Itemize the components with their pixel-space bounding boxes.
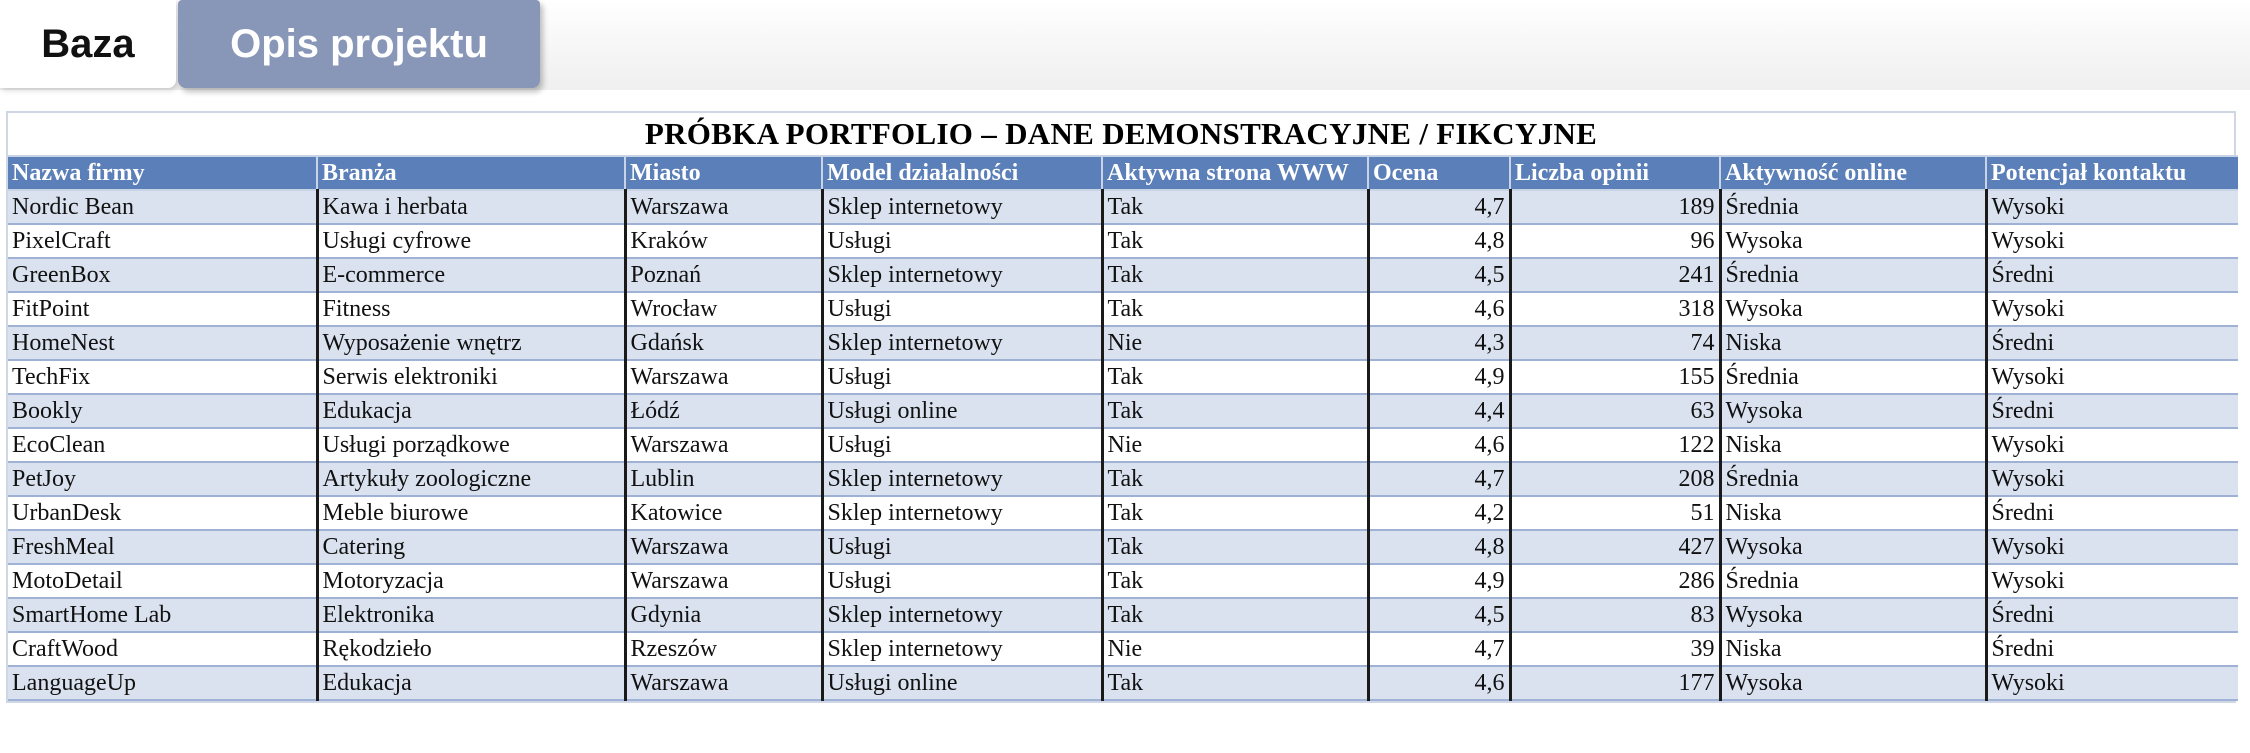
- cell-online-activity[interactable]: Wysoka: [1720, 530, 1986, 564]
- cell-city[interactable]: Poznań: [625, 258, 822, 292]
- cell-company-name[interactable]: HomeNest: [8, 326, 317, 360]
- cell-website-active[interactable]: Tak: [1102, 292, 1368, 326]
- cell-review-count[interactable]: 74: [1510, 326, 1720, 360]
- cell-contact-potential[interactable]: Wysoki: [1986, 666, 2238, 700]
- column-header-industry[interactable]: Branża: [317, 156, 625, 190]
- cell-online-activity[interactable]: Średnia: [1720, 258, 1986, 292]
- cell-review-count[interactable]: 189: [1510, 190, 1720, 224]
- cell-business-model[interactable]: Sklep internetowy: [822, 598, 1102, 632]
- cell-company-name[interactable]: CraftWood: [8, 632, 317, 666]
- cell-review-count[interactable]: 427: [1510, 530, 1720, 564]
- cell-contact-potential[interactable]: Wysoki: [1986, 224, 2238, 258]
- cell-company-name[interactable]: FitPoint: [8, 292, 317, 326]
- cell-review-count[interactable]: 63: [1510, 394, 1720, 428]
- cell-contact-potential[interactable]: Wysoki: [1986, 462, 2238, 496]
- cell-contact-potential[interactable]: Średni: [1986, 632, 2238, 666]
- cell-industry[interactable]: Rękodzieło: [317, 632, 625, 666]
- cell-website-active[interactable]: Tak: [1102, 564, 1368, 598]
- cell-industry[interactable]: Catering: [317, 530, 625, 564]
- cell-city[interactable]: Rzeszów: [625, 632, 822, 666]
- cell-city[interactable]: Katowice: [625, 496, 822, 530]
- column-header-city[interactable]: Miasto: [625, 156, 822, 190]
- cell-rating[interactable]: 4,9: [1368, 564, 1510, 598]
- column-header-review-count[interactable]: Liczba opinii: [1510, 156, 1720, 190]
- cell-review-count[interactable]: 208: [1510, 462, 1720, 496]
- table-row: [8, 224, 2238, 258]
- cell-rating[interactable]: 4,6: [1368, 666, 1510, 700]
- tab-baza[interactable]: Baza: [0, 0, 176, 88]
- table-row: [8, 394, 2238, 428]
- cell-industry[interactable]: Serwis elektroniki: [317, 360, 625, 394]
- cell-website-active[interactable]: Tak: [1102, 598, 1368, 632]
- cell-industry[interactable]: Motoryzacja: [317, 564, 625, 598]
- cell-contact-potential[interactable]: Średni: [1986, 394, 2238, 428]
- cell-industry[interactable]: Kawa i herbata: [317, 190, 625, 224]
- cell-review-count[interactable]: 241: [1510, 258, 1720, 292]
- cell-contact-potential[interactable]: Średni: [1986, 326, 2238, 360]
- cell-online-activity[interactable]: Wysoka: [1720, 394, 1986, 428]
- cell-website-active[interactable]: Tak: [1102, 666, 1368, 700]
- cell-company-name[interactable]: MotoDetail: [8, 564, 317, 598]
- cell-website-active[interactable]: Tak: [1102, 190, 1368, 224]
- cell-contact-potential[interactable]: Wysoki: [1986, 428, 2238, 462]
- cell-city[interactable]: Warszawa: [625, 564, 822, 598]
- cell-business-model[interactable]: Sklep internetowy: [822, 326, 1102, 360]
- cell-website-active[interactable]: Tak: [1102, 394, 1368, 428]
- cell-website-active[interactable]: Nie: [1102, 326, 1368, 360]
- tab-opis-projektu[interactable]: Opis projektu: [178, 0, 540, 88]
- cell-rating[interactable]: 4,6: [1368, 428, 1510, 462]
- header-row: [8, 156, 2238, 190]
- cell-website-active[interactable]: Nie: [1102, 632, 1368, 666]
- cell-city[interactable]: Warszawa: [625, 666, 822, 700]
- cell-business-model[interactable]: Usługi: [822, 224, 1102, 258]
- cell-online-activity[interactable]: Średnia: [1720, 462, 1986, 496]
- cell-review-count[interactable]: 318: [1510, 292, 1720, 326]
- cell-company-name[interactable]: GreenBox: [8, 258, 317, 292]
- cell-review-count[interactable]: 122: [1510, 428, 1720, 462]
- cell-rating[interactable]: 4,8: [1368, 224, 1510, 258]
- cell-business-model[interactable]: Usługi: [822, 428, 1102, 462]
- cell-company-name[interactable]: Bookly: [8, 394, 317, 428]
- cell-business-model[interactable]: Usługi: [822, 530, 1102, 564]
- cell-business-model[interactable]: Sklep internetowy: [822, 190, 1102, 224]
- table-row: [8, 360, 2238, 394]
- cell-online-activity[interactable]: Wysoka: [1720, 666, 1986, 700]
- column-header-business-model[interactable]: Model działalności: [822, 156, 1102, 190]
- cell-company-name[interactable]: PixelCraft: [8, 224, 317, 258]
- cell-online-activity[interactable]: Wysoka: [1720, 224, 1986, 258]
- cell-contact-potential[interactable]: Wysoki: [1986, 190, 2238, 224]
- cell-rating[interactable]: 4,3: [1368, 326, 1510, 360]
- cell-business-model[interactable]: Sklep internetowy: [822, 496, 1102, 530]
- table-body: [8, 190, 2238, 700]
- cell-city[interactable]: Warszawa: [625, 360, 822, 394]
- table-row: [8, 496, 2238, 530]
- cell-industry[interactable]: Fitness: [317, 292, 625, 326]
- cell-industry[interactable]: E-commerce: [317, 258, 625, 292]
- portfolio-table: [8, 155, 2238, 701]
- cell-city[interactable]: Wrocław: [625, 292, 822, 326]
- cell-industry[interactable]: Usługi cyfrowe: [317, 224, 625, 258]
- cell-online-activity[interactable]: Średnia: [1720, 360, 1986, 394]
- cell-review-count[interactable]: 96: [1510, 224, 1720, 258]
- cell-industry[interactable]: Usługi porządkowe: [317, 428, 625, 462]
- cell-online-activity[interactable]: Średnia: [1720, 564, 1986, 598]
- column-header-website-active[interactable]: Aktywna strona WWW: [1102, 156, 1368, 190]
- tab-bar: [0, 0, 2250, 90]
- cell-company-name[interactable]: SmartHome Lab: [8, 598, 317, 632]
- cell-rating[interactable]: 4,6: [1368, 292, 1510, 326]
- cell-review-count[interactable]: 286: [1510, 564, 1720, 598]
- table-row: [8, 530, 2238, 564]
- column-header-rating[interactable]: Ocena: [1368, 156, 1510, 190]
- cell-website-active[interactable]: Tak: [1102, 530, 1368, 564]
- cell-city[interactable]: Łódź: [625, 394, 822, 428]
- cell-website-active[interactable]: Tak: [1102, 496, 1368, 530]
- cell-review-count[interactable]: 51: [1510, 496, 1720, 530]
- cell-business-model[interactable]: Sklep internetowy: [822, 632, 1102, 666]
- sheet-title: PRÓBKA PORTFOLIO – DANE DEMONSTRACYJNE / FIKCYJNE: [644, 116, 1598, 151]
- column-header-company-name[interactable]: Nazwa firmy: [8, 156, 317, 190]
- cell-business-model[interactable]: Usługi: [822, 360, 1102, 394]
- table-row: [8, 598, 2238, 632]
- cell-rating[interactable]: 4,2: [1368, 496, 1510, 530]
- cell-online-activity[interactable]: Średnia: [1720, 190, 1986, 224]
- cell-city[interactable]: Gdańsk: [625, 326, 822, 360]
- cell-company-name[interactable]: Nordic Bean: [8, 190, 317, 224]
- table-row: [8, 666, 2238, 700]
- table-row: [8, 258, 2238, 292]
- cell-city[interactable]: Kraków: [625, 224, 822, 258]
- cell-rating[interactable]: 4,5: [1368, 258, 1510, 292]
- cell-rating[interactable]: 4,7: [1368, 190, 1510, 224]
- cell-industry[interactable]: Edukacja: [317, 666, 625, 700]
- cell-rating[interactable]: 4,4: [1368, 394, 1510, 428]
- cell-business-model[interactable]: Usługi online: [822, 666, 1102, 700]
- table-row: [8, 326, 2238, 360]
- cell-rating[interactable]: 4,5: [1368, 598, 1510, 632]
- cell-contact-potential[interactable]: Wysoki: [1986, 292, 2238, 326]
- cell-company-name[interactable]: LanguageUp: [8, 666, 317, 700]
- column-header-contact-potential[interactable]: Potencjał kontaktu: [1986, 156, 2238, 190]
- cell-rating[interactable]: 4,8: [1368, 530, 1510, 564]
- cell-industry[interactable]: Elektronika: [317, 598, 625, 632]
- cell-rating[interactable]: 4,9: [1368, 360, 1510, 394]
- cell-contact-potential[interactable]: Średni: [1986, 258, 2238, 292]
- cell-contact-potential[interactable]: Wysoki: [1986, 564, 2238, 598]
- table-row: [8, 564, 2238, 598]
- cell-city[interactable]: Warszawa: [625, 190, 822, 224]
- cell-company-name[interactable]: TechFix: [8, 360, 317, 394]
- table-row: [8, 190, 2238, 224]
- table-row: [8, 292, 2238, 326]
- cell-industry[interactable]: Artykuły zoologiczne: [317, 462, 625, 496]
- cell-website-active[interactable]: Nie: [1102, 428, 1368, 462]
- column-header-online-activity[interactable]: Aktywność online: [1720, 156, 1986, 190]
- cell-company-name[interactable]: UrbanDesk: [8, 496, 317, 530]
- data-sheet: [6, 111, 2236, 703]
- table-row: [8, 462, 2238, 496]
- cell-city[interactable]: Warszawa: [625, 530, 822, 564]
- table-row: [8, 428, 2238, 462]
- cell-company-name[interactable]: EcoClean: [8, 428, 317, 462]
- cell-contact-potential[interactable]: Średni: [1986, 598, 2238, 632]
- cell-online-activity[interactable]: Niska: [1720, 326, 1986, 360]
- cell-city[interactable]: Warszawa: [625, 428, 822, 462]
- cell-city[interactable]: Gdynia: [625, 598, 822, 632]
- cell-contact-potential[interactable]: Wysoki: [1986, 360, 2238, 394]
- cell-website-active[interactable]: Tak: [1102, 462, 1368, 496]
- cell-business-model[interactable]: Usługi: [822, 292, 1102, 326]
- cell-industry[interactable]: Wyposażenie wnętrz: [317, 326, 625, 360]
- cell-online-activity[interactable]: Wysoka: [1720, 598, 1986, 632]
- cell-contact-potential[interactable]: Średni: [1986, 496, 2238, 530]
- cell-review-count[interactable]: 155: [1510, 360, 1720, 394]
- cell-website-active[interactable]: Tak: [1102, 258, 1368, 292]
- cell-website-active[interactable]: Tak: [1102, 224, 1368, 258]
- cell-industry[interactable]: Meble biurowe: [317, 496, 625, 530]
- table-row: [8, 632, 2238, 666]
- cell-online-activity[interactable]: Wysoka: [1720, 292, 1986, 326]
- cell-business-model[interactable]: Usługi online: [822, 394, 1102, 428]
- cell-company-name[interactable]: FreshMeal: [8, 530, 317, 564]
- cell-city[interactable]: Lublin: [625, 462, 822, 496]
- cell-industry[interactable]: Edukacja: [317, 394, 625, 428]
- cell-business-model[interactable]: Usługi: [822, 564, 1102, 598]
- cell-review-count[interactable]: 39: [1510, 632, 1720, 666]
- cell-online-activity[interactable]: Niska: [1720, 496, 1986, 530]
- cell-business-model[interactable]: Sklep internetowy: [822, 258, 1102, 292]
- cell-rating[interactable]: 4,7: [1368, 632, 1510, 666]
- cell-business-model[interactable]: Sklep internetowy: [822, 462, 1102, 496]
- cell-rating[interactable]: 4,7: [1368, 462, 1510, 496]
- cell-online-activity[interactable]: Niska: [1720, 632, 1986, 666]
- cell-review-count[interactable]: 83: [1510, 598, 1720, 632]
- cell-review-count[interactable]: 177: [1510, 666, 1720, 700]
- cell-company-name[interactable]: PetJoy: [8, 462, 317, 496]
- cell-website-active[interactable]: Tak: [1102, 360, 1368, 394]
- cell-contact-potential[interactable]: Wysoki: [1986, 530, 2238, 564]
- cell-online-activity[interactable]: Niska: [1720, 428, 1986, 462]
